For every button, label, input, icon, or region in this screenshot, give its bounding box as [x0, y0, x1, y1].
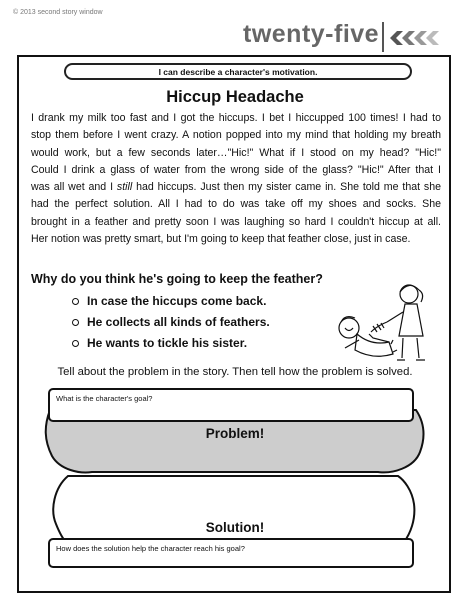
- objective-statement: I can describe a character's motivation.: [64, 63, 412, 80]
- quiz-question: Why do you think he's going to keep the feather?: [31, 272, 323, 286]
- answer-option-label: He wants to tickle his sister.: [87, 336, 248, 350]
- story-line: stop them before I went crazy. A notion popped into my mind that holding my breath: [31, 129, 441, 142]
- story-line: had the perfect solution. All I had to do was take off my shoes and socks. She: [31, 198, 441, 211]
- story-line: I drank my milk too fast and I got the hiccups. I bet I hiccupped 100 times! I had to: [31, 112, 441, 124]
- answer-option-label: He collects all kinds of feathers.: [87, 315, 270, 329]
- reach-goal-prompt: How does the solution help the character reach his goal?: [56, 544, 245, 553]
- story-title: Hiccup Headache: [166, 88, 304, 106]
- goal-prompt: What is the character's goal?: [56, 394, 153, 403]
- goal-answer-box[interactable]: [48, 388, 414, 422]
- copyright-notice: © 2013 second story window: [13, 9, 103, 16]
- solution-label: Solution!: [205, 520, 265, 535]
- answer-option-label: In case the hiccups come back.: [87, 294, 267, 308]
- story-line: Could I drink a glass of water from the wrong side of the glass? "Hic!" After that I: [31, 163, 441, 176]
- story-line: would work, but a few seconds later…"Hic!" What if I stood on my head? "Hic!": [31, 146, 441, 159]
- story-line: was all wet and I still had hiccups. Just then my sister came in. She told me that she: [31, 181, 441, 194]
- organizer-instructions: Tell about the problem in the story. Then tell how the problem is solved.: [57, 366, 413, 378]
- problem-label: Problem!: [205, 426, 265, 441]
- story-line: Her notion was pretty smart, but I'm going to keep that feather close, just in case.: [31, 233, 411, 246]
- reach-goal-answer-box[interactable]: [48, 538, 414, 568]
- page-number-title: twenty-five: [243, 20, 380, 48]
- story-line: brought in a feather and pretty soon I was laughing so hard I couldn't hiccup at all.: [31, 215, 441, 228]
